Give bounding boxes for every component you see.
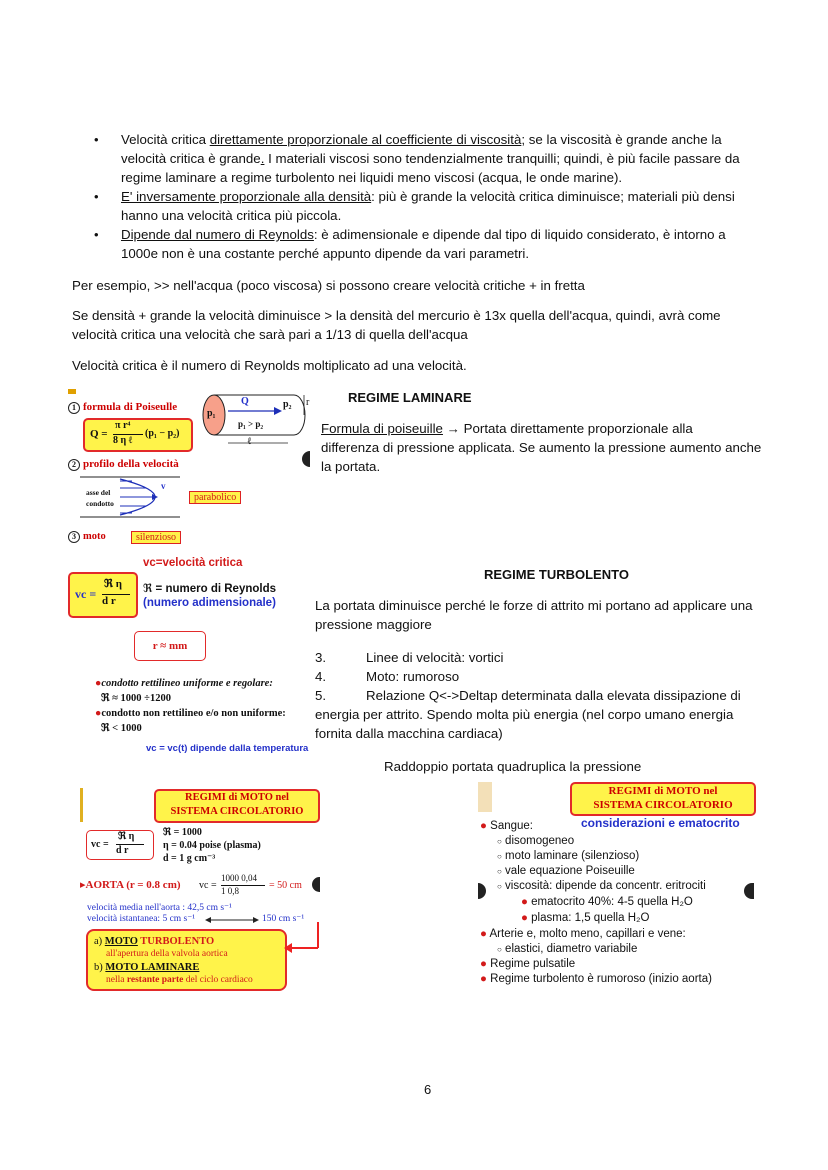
poiseuille-formula: Q = π r⁴ 8 η ℓ (p₁ − p₂) [83, 418, 193, 452]
formula-label: 1 formula di Poiseulle [68, 401, 177, 414]
page-number: 6 [424, 1082, 432, 1097]
bullet-3: Dipende dal numero di Reynolds: è adimensionale e dipende dal tipo di liquido considerato, è intorno a 1000e non è una costante perché appunto dipende da vari parametri. [121, 227, 726, 261]
turbulent-list: 3. Linee di velocità: vortici 4. Moto: rumoroso 5. Relazione Q<->Deltap determinata dalla elevata dissipazione di energia per attrito. Spendo molta più energia (nel corpo umano energia fornita dalla macchina cardiaca) [315, 648, 795, 743]
paragraph-reynolds: Velocità critica è il numero di Reynolds moltiplicato ad una velocità. [72, 358, 467, 373]
figure-marker [80, 788, 83, 822]
critical-velocity-label: vc=velocità critica [143, 557, 243, 569]
v-label: v [161, 481, 166, 491]
regimes-box: a) MOTO TURBOLENTO all'apertura della valvola aortica b) MOTO LAMINARE nella restante parte del ciclo cardiaco [86, 929, 287, 991]
axis-label-1: asse del [86, 488, 111, 497]
aorta-reynolds-formula: vc = ℜ η d r [86, 830, 154, 860]
dimensionless-note: (numero adimensionale) [143, 597, 276, 609]
instant-velocity-max: 150 cm s⁻¹ [262, 914, 305, 924]
laminar-title: REGIME LAMINARE [348, 390, 472, 405]
laminar-text: Formula di poiseuille → Portata direttamente proporzionale alla differenza di pressione applicata. Se aumento la pressione aumento anche la portata. [321, 421, 762, 474]
aorta-title-box: REGIMI di MOTO nel SISTEMA CIRCOLATORIO [154, 789, 320, 823]
blood-title-box: REGIMI di MOTO nel SISTEMA CIRCOLATORIO [570, 782, 756, 816]
profile-label: 2 profilo della velocità [68, 458, 179, 471]
pressure-condition: p₁ > p₂ [238, 419, 264, 429]
blood-subtitle: considerazioni e ematocrito [581, 816, 740, 830]
radius-box: r ≈ mm [134, 631, 206, 661]
instant-velocity: velocità istantanea: 5 cm s⁻¹ [87, 914, 196, 924]
length-label: ℓ [247, 436, 252, 447]
silent-tag: silenzioso [131, 531, 181, 544]
aorta-values: ℜ = 1000 η = 0.04 poise (plasma) d = 1 g cm⁻³ [163, 827, 261, 864]
bullet-dot: • [94, 189, 99, 204]
edge-mark [302, 451, 310, 467]
condition-list: ●condotto rettilineo uniforme e regolare: ℜ ≈ 1000 ÷1200 ●condotto non rettilineo e/o non uniforme: ℜ < 1000 [95, 678, 286, 734]
temperature-note: vc = vc(t) dipende dalla temperatura [146, 743, 309, 754]
figure-marker [68, 389, 76, 394]
figure-marker [478, 782, 492, 812]
motion-label: 3 moto [68, 531, 106, 543]
blood-item: ● Regime turbolento è rumoroso (inizio aorta) [480, 973, 712, 985]
r-label: r [306, 397, 310, 408]
bullet-1: Velocità critica direttamente proporzionale al coefficiente di viscosità; se la viscosità è grande anche la velocità critica è grande. I materiali viscosi sono tendenzialmente tranquilli; quindi, è più facile passare da regime laminare a regime turbolento nei liquidi meno viscosi (acqua, le onde marine). [121, 132, 740, 185]
aorta-calculation: vc = 1000 0,04 1 0,8 = 50 cm [199, 873, 302, 896]
paragraph-density: Se densità + grande la velocità diminuisce > la densità del mercurio è 13x quella dell'acqua, quindi, avrà come velocità critica una velocità che sarà pari a 1/13 di quella dell'acqua [72, 308, 721, 342]
blood-item: ● ematocrito 40%: 4-5 quella H₂O [521, 896, 693, 908]
parabolic-tag: parabolico [189, 491, 241, 504]
bullet-dot: • [94, 227, 99, 242]
turbulent-item: 4. Moto: rumoroso [315, 669, 460, 684]
edge-mark [478, 883, 486, 899]
blood-item: ● Arterie e, molto meno, capillari e vene: [480, 928, 686, 940]
bullet-dot: • [94, 132, 99, 147]
p1-label: p₁ [207, 408, 216, 419]
blood-item: ○ elastici, diametro variabile [497, 943, 638, 955]
turbulent-item: 5. Relazione Q<->Deltap determinata dalla elevata dissipazione di [315, 688, 741, 703]
range-arrow [205, 915, 259, 925]
bullet-2: E' inversamente proporzionale alla densità: più è grande la velocità critica diminuisce; materiali più densi hanno una velocità critica più piccola. [121, 189, 735, 223]
axis-label-2: condotto [86, 499, 114, 508]
edge-mark [744, 883, 754, 899]
aorta-radius: ▸AORTA (r = 0.8 cm) [80, 879, 181, 891]
p2-label: p₂ [283, 399, 292, 410]
turbulent-note: Raddoppio portata quadruplica la pressione [384, 759, 642, 774]
blood-item: ● Regime pulsatile [480, 958, 576, 970]
q-label: Q [241, 396, 249, 407]
blood-item: ○ moto laminare (silenzioso) [497, 850, 640, 862]
edge-mark [312, 877, 320, 892]
turbulent-title: REGIME TURBOLENTO [484, 567, 629, 582]
turbulent-item: 3. Linee di velocità: vortici [315, 650, 504, 665]
velocity-profile-diagram [80, 475, 185, 520]
blood-item: ○ vale equazione Poiseuille [497, 865, 635, 877]
pointer-arrow [282, 920, 322, 954]
blood-item: ● plasma: 1,5 quella H₂O [521, 912, 650, 924]
blood-item: ● Sangue: [480, 820, 534, 832]
blood-item: ○ viscosità: dipende da concentr. eritrociti [497, 880, 706, 892]
turbulent-text: La portata diminuisce perché le forze di attrito mi portano ad applicare una pressione maggiore [315, 598, 753, 632]
reynolds-formula: vc = ℜ η d r [68, 572, 138, 618]
blood-item: ○ disomogeneo [497, 835, 575, 847]
mean-velocity: velocità media nell'aorta : 42,5 cm s⁻¹ [87, 903, 232, 913]
paragraph-example: Per esempio, >> nell'acqua (poco viscosa) si possono creare velocità critiche + in fretta [72, 278, 585, 293]
reynolds-definition: ℜ = numero di Reynolds [143, 583, 277, 595]
